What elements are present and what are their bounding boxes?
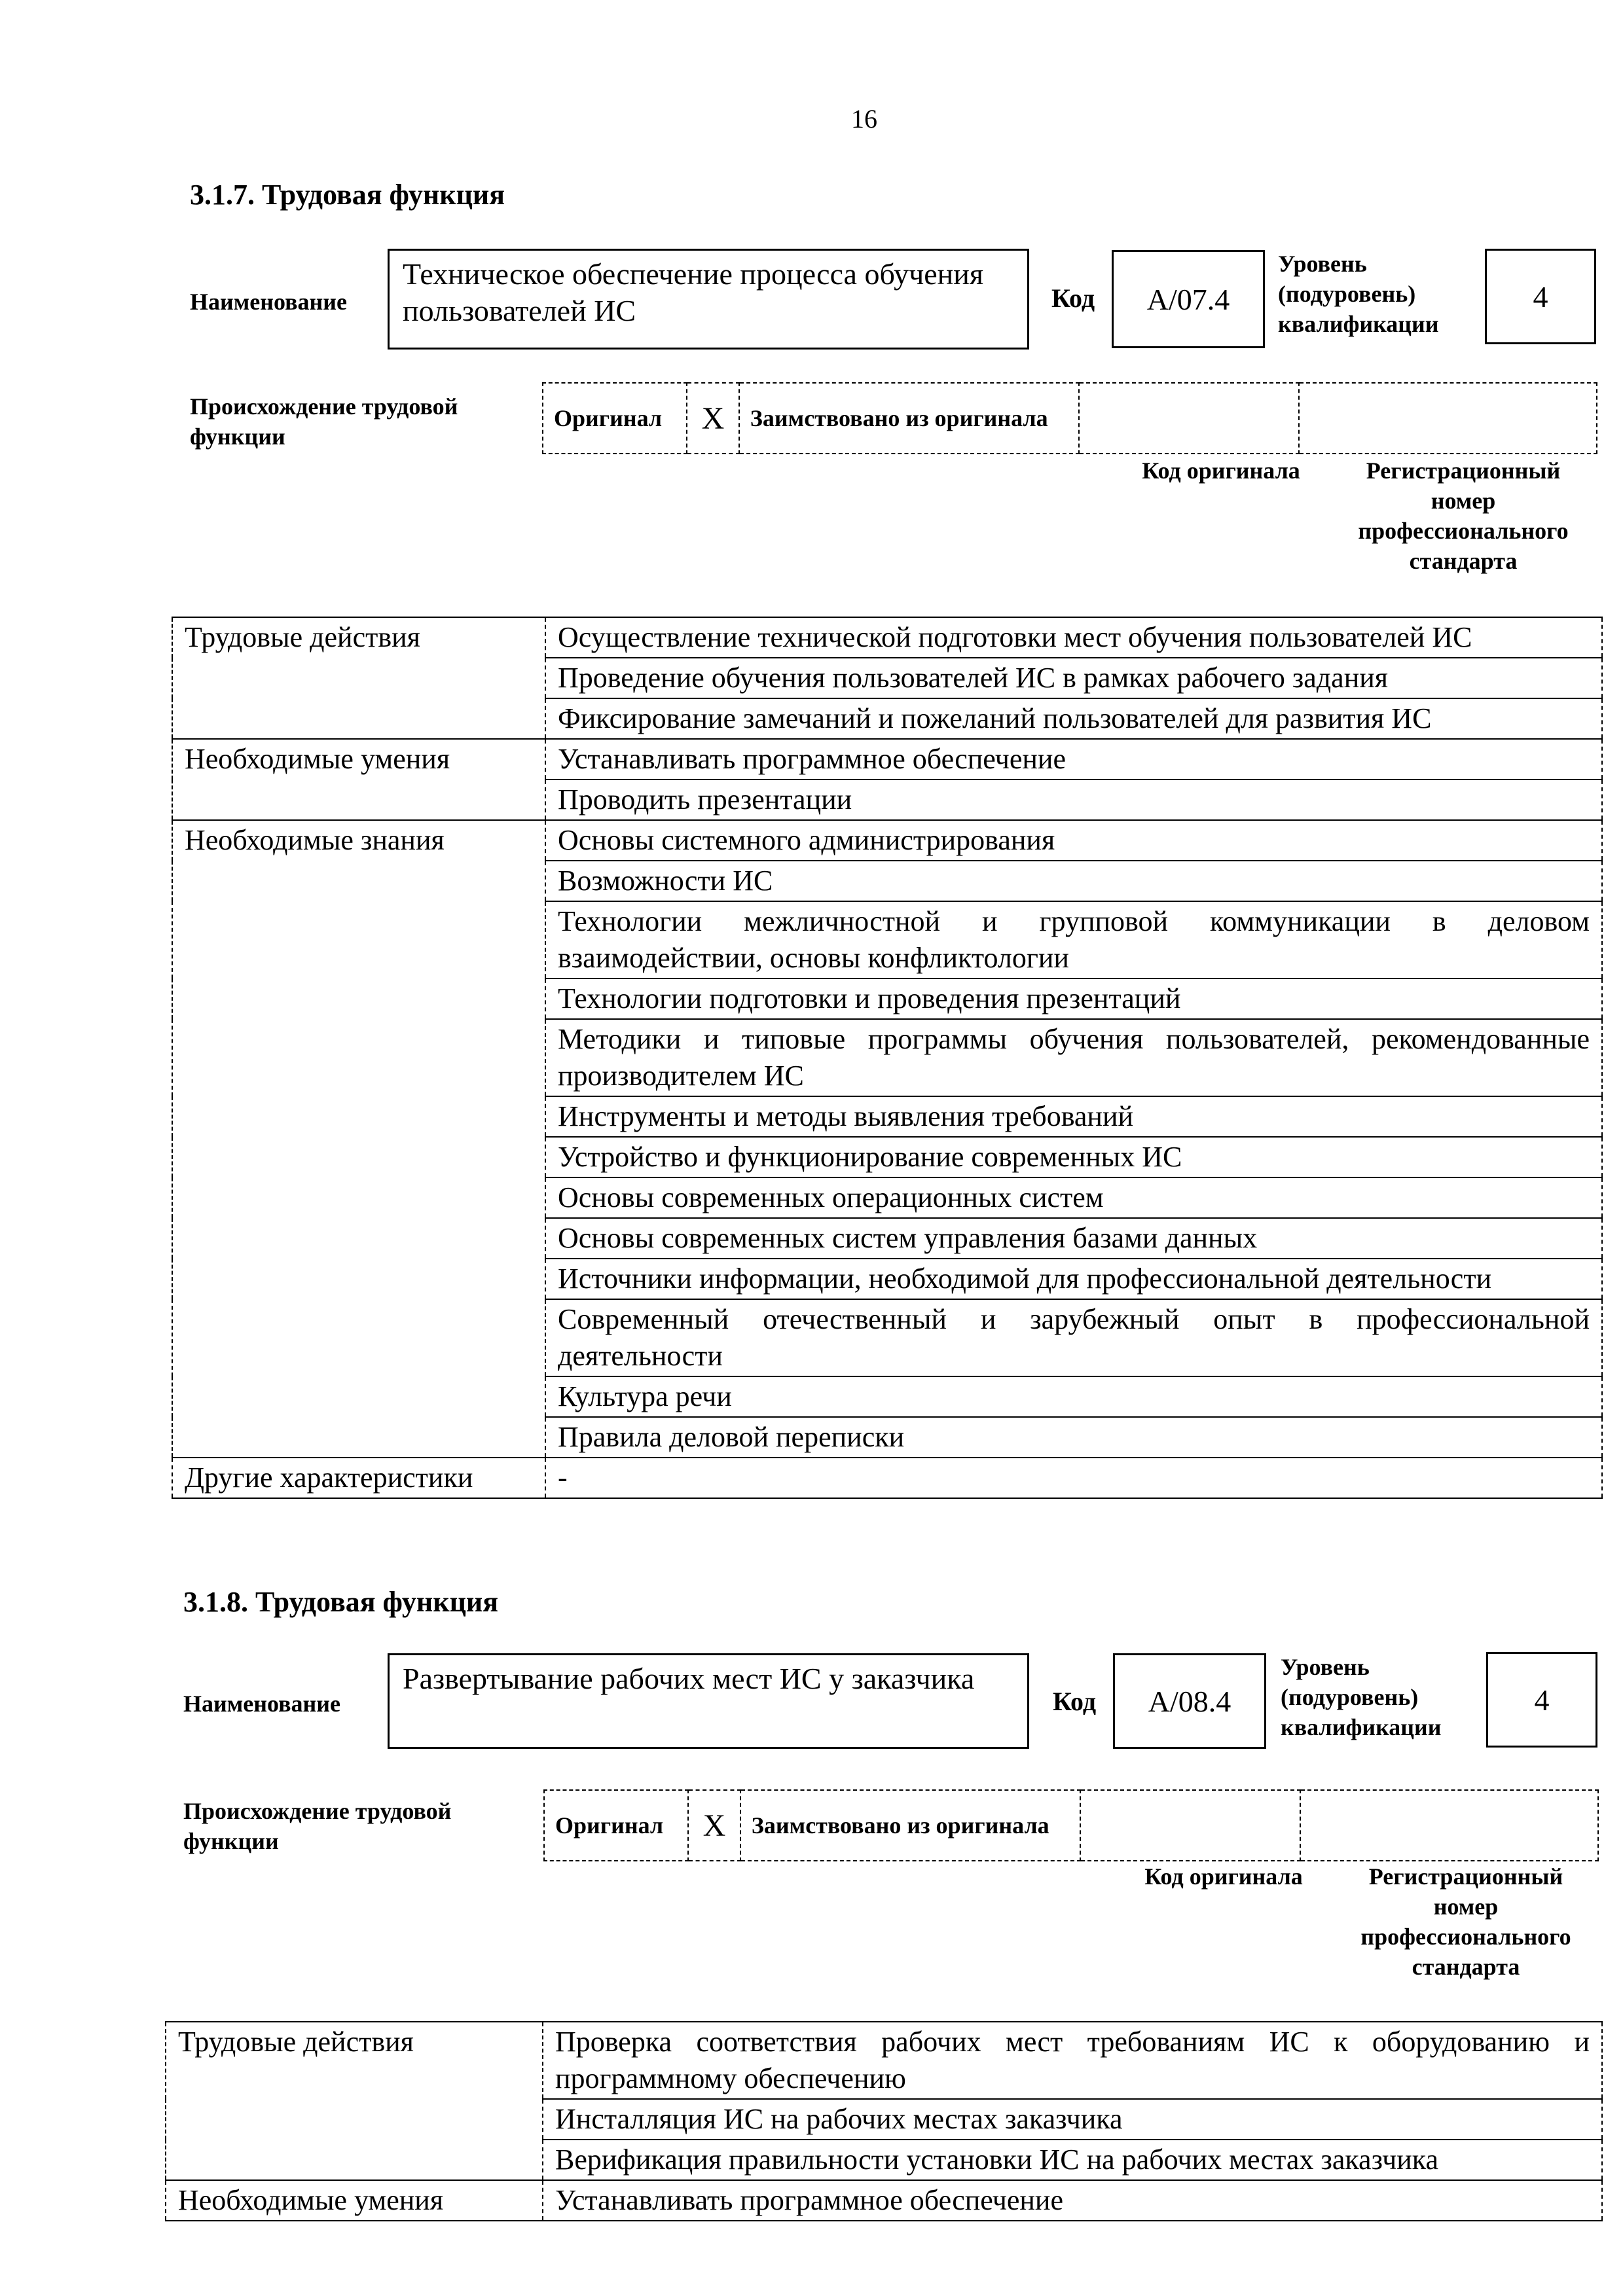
table-row: Фиксирование замечаний и пожеланий пользователей для развития ИС xyxy=(545,698,1602,739)
name-label: Наименование xyxy=(183,1691,340,1717)
level-value: 4 xyxy=(1533,279,1548,314)
table-row: Источники информации, необходимой для профессиональной деятельности xyxy=(545,1259,1602,1299)
category-cell: Другие характеристики xyxy=(172,1458,545,1498)
origin-label: Происхождение трудовой функции xyxy=(183,1798,452,1854)
origin-label: Происхождение трудовой функции xyxy=(190,393,458,450)
reg-number-label: Регистрационный номер профессионального стандарта xyxy=(1358,457,1569,574)
table-row: Инсталляция ИС на рабочих местах заказчика xyxy=(543,2099,1602,2140)
origin-original-label: Оригинал xyxy=(543,383,687,454)
origin-reg-cell xyxy=(1299,383,1597,454)
origin-code-cell xyxy=(1079,383,1298,454)
table-row: Осуществление технической подготовки мест обучения пользователей ИС xyxy=(545,617,1602,658)
code-original-label: Код оригинала xyxy=(1144,1863,1303,1890)
table-row: Культура речи xyxy=(545,1376,1602,1417)
table-row: Технологии межличностной и групповой коммуникации в деловом взаимодействии, основы конфликтологии xyxy=(545,901,1602,978)
code-label: Код xyxy=(1051,283,1095,313)
section-title: 3.1.7. Трудовая функция xyxy=(190,179,505,211)
level-value: 4 xyxy=(1534,1683,1550,1717)
origin-table xyxy=(543,1789,1599,1861)
table-row: Устанавливать программное обеспечение xyxy=(543,2180,1602,2221)
level-label: Уровень (подуровень) квалификации xyxy=(1278,251,1439,337)
function-table xyxy=(172,617,1603,1499)
level-box xyxy=(1485,249,1596,344)
table-row: Верификация правильности установки ИС на рабочих местах заказчика xyxy=(543,2140,1602,2180)
code-box xyxy=(1113,1653,1266,1749)
table-row: Основы системного администрирования xyxy=(545,820,1602,861)
table-row: Основы современных систем управления базами данных xyxy=(545,1218,1602,1259)
table-row: Устройство и функционирование современных ИС xyxy=(545,1137,1602,1177)
category-cell: Необходимые знания xyxy=(172,820,545,1458)
category-cell: Трудовые действия xyxy=(172,617,545,739)
category-cell: Необходимые умения xyxy=(172,739,545,820)
origin-borrowed-label: Заимствовано из оригинала xyxy=(740,1790,1080,1861)
name-value: Развертывание рабочих мест ИС у заказчика xyxy=(403,1662,975,1695)
code-box xyxy=(1112,250,1265,348)
code-label: Код xyxy=(1053,1687,1097,1716)
name-label: Наименование xyxy=(190,289,347,315)
table-row: - xyxy=(545,1458,1602,1498)
reg-number-label: Регистрационный номер профессионального стандарта xyxy=(1360,1863,1571,1980)
table-row: Инструменты и методы выявления требований xyxy=(545,1096,1602,1137)
origin-borrowed-label: Заимствовано из оригинала xyxy=(739,383,1079,454)
code-original-label: Код оригинала xyxy=(1142,457,1300,484)
name-value: Техническое обеспечение процесса обучения пользователей ИС xyxy=(403,257,984,327)
name-box xyxy=(388,249,1029,350)
table-row: Технологии подготовки и проведения презентаций xyxy=(545,978,1602,1019)
table-row: Правила деловой переписки xyxy=(545,1417,1602,1458)
table-row: Проводить презентации xyxy=(545,780,1602,820)
table-row: Проверка соответствия рабочих мест требованиям ИС к оборудованию и программному обеспечению xyxy=(543,2022,1602,2099)
table-row: Современный отечественный и зарубежный опыт в профессиональной деятельности xyxy=(545,1299,1602,1376)
page-number: 16 xyxy=(851,104,877,134)
origin-reg-cell xyxy=(1300,1790,1598,1861)
origin-original-label: Оригинал xyxy=(544,1790,688,1861)
name-box xyxy=(388,1653,1029,1749)
origin-mark: X xyxy=(687,383,739,454)
function-table xyxy=(165,2021,1603,2221)
category-cell: Трудовые действия xyxy=(166,2022,543,2180)
table-row: Методики и типовые программы обучения пользователей, рекомендованные производителем ИС xyxy=(545,1019,1602,1096)
table-row: Возможности ИС xyxy=(545,861,1602,901)
section-title: 3.1.8. Трудовая функция xyxy=(183,1586,499,1618)
level-box xyxy=(1486,1652,1597,1748)
origin-mark: X xyxy=(688,1790,740,1861)
code-value: A/07.4 xyxy=(1146,282,1230,316)
category-cell: Необходимые умения xyxy=(166,2180,543,2221)
origin-table xyxy=(542,382,1597,454)
origin-code-cell xyxy=(1080,1790,1300,1861)
table-row: Основы современных операционных систем xyxy=(545,1177,1602,1218)
level-label: Уровень (подуровень) квалификации xyxy=(1281,1654,1442,1740)
table-row: Проведение обучения пользователей ИС в рамках рабочего задания xyxy=(545,658,1602,698)
table-row: Устанавливать программное обеспечение xyxy=(545,739,1602,780)
code-value: A/08.4 xyxy=(1148,1684,1231,1718)
